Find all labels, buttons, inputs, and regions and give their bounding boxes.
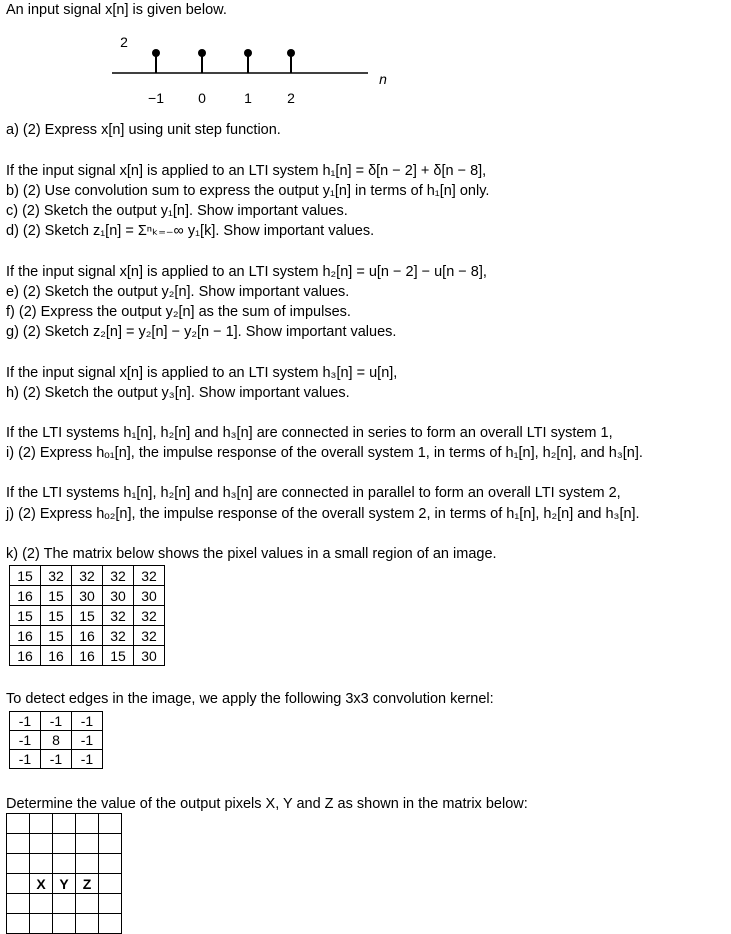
output-cell <box>99 894 122 914</box>
part-b: b) (2) Use convolution sum to express the output y₁[n] in terms of h₁[n] only. <box>6 183 490 199</box>
pixel-cell: 16 <box>41 646 72 666</box>
part-j: j) (2) Express hₒ₂[n], the impulse response of the overall system 2, in terms of h₁[n], h₂[n] and h₃[n]. <box>6 506 640 522</box>
pixel-row <box>10 626 165 646</box>
pixel-cell: 32 <box>134 606 165 626</box>
kernel-cell: 8 <box>41 731 72 750</box>
pixel-cell: 30 <box>103 586 134 606</box>
amplitude-label: 2 <box>120 34 128 50</box>
output-row <box>7 914 122 934</box>
output-cell <box>7 874 30 894</box>
output-cell <box>30 914 53 934</box>
kernel-cell: -1 <box>10 731 41 750</box>
output-row <box>7 894 122 914</box>
pixel-cell: 16 <box>10 586 41 606</box>
tick-label-1: 1 <box>244 90 252 106</box>
pixel-cell: 30 <box>134 646 165 666</box>
pixel-cell: 32 <box>103 606 134 626</box>
pixel-row <box>10 606 165 626</box>
kernel-cell: -1 <box>72 750 103 769</box>
pixel-matrix <box>9 565 165 666</box>
kernel-cell: -1 <box>41 750 72 769</box>
output-cell <box>7 834 30 854</box>
output-cell <box>30 894 53 914</box>
block5-intro: If the LTI systems h₁[n], h₂[n] and h₃[n] are connected in parallel to form an overall LTI system 2, <box>6 485 621 501</box>
part-f: f) (2) Express the output y₂[n] as the sum of impulses. <box>6 304 351 320</box>
pixel-cell: 30 <box>134 586 165 606</box>
pixel-cell: 15 <box>41 586 72 606</box>
part-c: c) (2) Sketch the output y₁[n]. Show important values. <box>6 203 348 219</box>
output-cell <box>7 854 30 874</box>
output-cell <box>53 894 76 914</box>
part-d: d) (2) Sketch z₁[n] = Σⁿₖ₌₋∞ y₁[k]. Show important values. <box>6 223 375 239</box>
output-cell <box>99 834 122 854</box>
kernel-matrix <box>9 711 103 769</box>
output-cell <box>30 854 53 874</box>
output-cell <box>99 814 122 834</box>
output-row <box>7 854 122 874</box>
output-cell: Y <box>53 874 76 894</box>
pixel-cell: 32 <box>41 566 72 586</box>
tick-label-neg1: −1 <box>148 90 164 106</box>
stem-dot-0 <box>152 49 160 57</box>
pixel-cell: 30 <box>72 586 103 606</box>
output-cell <box>53 854 76 874</box>
output-cell <box>76 914 99 934</box>
output-cell <box>7 814 30 834</box>
stem-dot-2 <box>244 49 252 57</box>
pixel-row <box>10 646 165 666</box>
stem-plot <box>100 28 400 114</box>
output-matrix <box>6 813 122 934</box>
pixel-cell: 15 <box>41 626 72 646</box>
n-axis-label: n <box>379 71 387 87</box>
tick-label-2: 2 <box>287 90 295 106</box>
pixel-cell: 15 <box>41 606 72 626</box>
output-cell <box>30 834 53 854</box>
output-cell <box>7 894 30 914</box>
output-cell <box>76 854 99 874</box>
output-row <box>7 814 122 834</box>
output-cell <box>99 914 122 934</box>
stem-dot-1 <box>198 49 206 57</box>
pixel-cell: 15 <box>72 606 103 626</box>
tick-label-0: 0 <box>198 90 206 106</box>
output-cell <box>99 854 122 874</box>
output-intro: Determine the value of the output pixels X, Y and Z as shown in the matrix below: <box>6 796 528 812</box>
part-g: g) (2) Sketch z₂[n] = y₂[n] − y₂[n − 1]. Show important values. <box>6 324 397 340</box>
pixel-cell: 15 <box>103 646 134 666</box>
kernel-intro: To detect edges in the image, we apply the following 3x3 convolution kernel: <box>6 691 494 707</box>
block3-intro: If the input signal x[n] is applied to an LTI system h₃[n] = u[n], <box>6 365 398 381</box>
output-cell: X <box>30 874 53 894</box>
output-cell <box>76 894 99 914</box>
pixel-row <box>10 586 165 606</box>
part-h: h) (2) Sketch the output y₃[n]. Show important values. <box>6 385 350 401</box>
output-cell <box>76 814 99 834</box>
kernel-row <box>10 712 103 731</box>
part-i: i) (2) Express hₒ₁[n], the impulse response of the overall system 1, in terms of h₁[n], h₂[n], and h₃[n]. <box>6 445 643 461</box>
kernel-cell: -1 <box>72 712 103 731</box>
output-cell <box>53 814 76 834</box>
kernel-cell: -1 <box>10 750 41 769</box>
part-a: a) (2) Express x[n] using unit step function. <box>6 122 281 138</box>
pixel-cell: 16 <box>10 626 41 646</box>
pixel-cell: 32 <box>103 626 134 646</box>
kernel-cell: -1 <box>41 712 72 731</box>
pixel-cell: 15 <box>10 606 41 626</box>
pixel-cell: 16 <box>10 646 41 666</box>
kernel-row <box>10 750 103 769</box>
pixel-cell: 32 <box>103 566 134 586</box>
output-row <box>7 834 122 854</box>
block1-intro: If the input signal x[n] is applied to an LTI system h₁[n] = δ[n − 2] + δ[n − 8], <box>6 163 487 179</box>
block2-intro: If the input signal x[n] is applied to an LTI system h₂[n] = u[n − 2] − u[n − 8], <box>6 264 487 280</box>
output-cell <box>53 914 76 934</box>
output-cell <box>7 914 30 934</box>
stem-dot-3 <box>287 49 295 57</box>
pixel-cell: 32 <box>134 566 165 586</box>
part-k: k) (2) The matrix below shows the pixel values in a small region of an image. <box>6 546 497 562</box>
kernel-cell: -1 <box>72 731 103 750</box>
pixel-cell: 32 <box>134 626 165 646</box>
output-cell: Z <box>76 874 99 894</box>
pixel-row <box>10 566 165 586</box>
part-e: e) (2) Sketch the output y₂[n]. Show important values. <box>6 284 350 300</box>
intro-text: An input signal x[n] is given below. <box>6 2 227 18</box>
output-cell <box>30 814 53 834</box>
output-cell <box>99 874 122 894</box>
pixel-cell: 16 <box>72 646 103 666</box>
kernel-cell: -1 <box>10 712 41 731</box>
pixel-cell: 32 <box>72 566 103 586</box>
pixel-cell: 16 <box>72 626 103 646</box>
kernel-row <box>10 731 103 750</box>
pixel-cell: 15 <box>10 566 41 586</box>
output-cell <box>53 834 76 854</box>
output-cell <box>76 834 99 854</box>
block4-intro: If the LTI systems h₁[n], h₂[n] and h₃[n] are connected in series to form an overall LTI system 1, <box>6 425 613 441</box>
output-row <box>7 874 122 894</box>
